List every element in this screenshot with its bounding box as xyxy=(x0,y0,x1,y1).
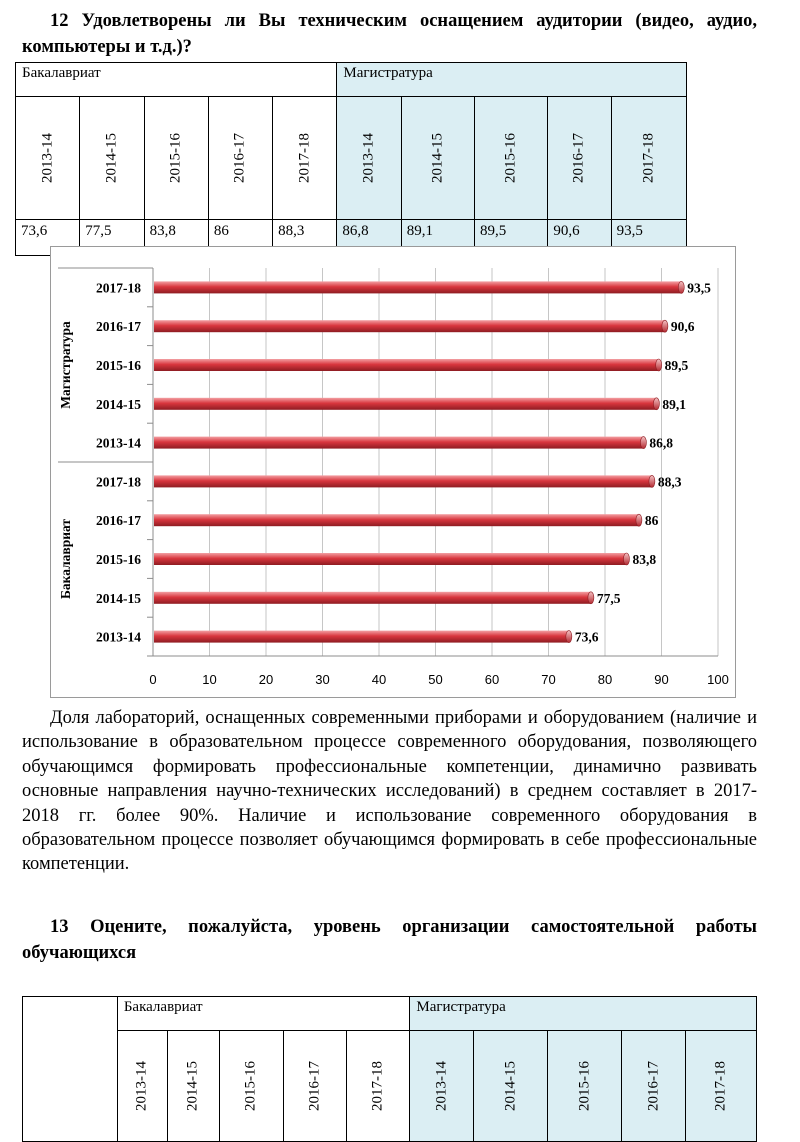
bar xyxy=(154,359,659,371)
year-header: 2013-14 xyxy=(410,1031,474,1142)
value-cell: 90,6 xyxy=(548,220,611,256)
group-header-master: Магистратура xyxy=(337,63,687,97)
category-label: 2015-16 xyxy=(96,358,141,373)
year-header: 2016-17 xyxy=(208,97,272,220)
value-cell: 73,6 xyxy=(16,220,80,256)
value-label: 89,5 xyxy=(664,358,689,373)
category-label: 2016-17 xyxy=(96,319,141,335)
row-label-cell xyxy=(23,997,118,1142)
year-header: 2014-15 xyxy=(401,97,474,220)
bar-cap xyxy=(623,553,629,565)
year-header: 2015-16 xyxy=(219,1031,283,1142)
category-label: 2014-15 xyxy=(96,590,141,606)
x-tick-label: 80 xyxy=(597,672,613,687)
bar-cap xyxy=(640,437,646,449)
year-header: 2015-16 xyxy=(475,97,548,220)
x-tick-label: 10 xyxy=(202,672,217,687)
year-header: 2013-14 xyxy=(117,1031,167,1142)
question-12-table xyxy=(15,62,687,256)
category-label: 2015-16 xyxy=(96,552,141,567)
bar xyxy=(154,475,652,487)
bar xyxy=(154,553,626,565)
group-header-master: Магистратура xyxy=(410,997,757,1031)
value-cell: 89,5 xyxy=(475,220,548,256)
category-label: 2013-14 xyxy=(96,629,141,645)
value-label: 89,1 xyxy=(662,396,687,412)
value-label: 90,6 xyxy=(670,319,695,335)
year-header: 2014-15 xyxy=(474,1031,548,1142)
bar-cap xyxy=(588,592,594,604)
bar-cap xyxy=(678,281,684,293)
bar xyxy=(154,320,665,332)
value-cell: 83,8 xyxy=(144,220,208,256)
category-label: 2016-17 xyxy=(96,513,141,529)
x-tick-label: 20 xyxy=(258,672,274,687)
x-tick-label: 50 xyxy=(428,672,443,687)
year-header: 2017-18 xyxy=(685,1031,756,1142)
year-header: 2013-14 xyxy=(337,97,401,220)
bar xyxy=(154,398,656,410)
bar-cap xyxy=(649,475,655,487)
value-label: 86 xyxy=(644,513,659,529)
year-header: 2017-18 xyxy=(273,97,337,220)
x-tick-label: 60 xyxy=(484,672,500,687)
value-label: 73,6 xyxy=(574,629,599,645)
year-header: 2015-16 xyxy=(144,97,208,220)
satisfaction-bar-chart xyxy=(50,246,736,698)
value-label: 86,8 xyxy=(649,435,674,451)
group-label: Магистратура xyxy=(58,321,73,409)
x-tick-label: 40 xyxy=(371,672,387,687)
year-header: 2013-14 xyxy=(16,97,80,220)
group-header-bachelor: Бакалавриат xyxy=(16,63,337,97)
value-cell: 93,5 xyxy=(611,220,686,256)
x-tick-label: 70 xyxy=(541,672,556,687)
question-12-title: 12 Удовлетворены ли Вы техническим оснащением аудитории (видео, аудио, компьютеры и т.д.)? xyxy=(22,11,757,57)
bar-cap xyxy=(656,359,662,371)
bar xyxy=(154,437,643,449)
bar xyxy=(154,514,639,526)
bar-cap xyxy=(653,398,659,410)
x-tick-label: 90 xyxy=(654,672,669,687)
year-header: 2017-18 xyxy=(611,97,686,220)
bar xyxy=(154,281,681,293)
year-header: 2015-16 xyxy=(548,1031,622,1142)
value-label: 93,5 xyxy=(687,280,711,296)
year-header: 2016-17 xyxy=(622,1031,686,1142)
group-label: Бакалавриат xyxy=(58,518,73,600)
question-13-title: 13 Оцените, пожалуйста, уровень организации самостоятельной работы обучающихся xyxy=(22,917,757,963)
x-tick-label: 0 xyxy=(149,672,157,687)
year-header: 2016-17 xyxy=(283,1031,347,1142)
year-header: 2014-15 xyxy=(167,1031,219,1142)
bar-cap xyxy=(662,320,668,332)
category-label: 2013-14 xyxy=(96,435,141,451)
bar xyxy=(154,592,591,604)
body-paragraph: Доля лабораторий, оснащенных современными приборами и оборудованием (наличие и использование в образовательном процессе современного оборудования, позволяющего обучающимся формировать профессиональные компетенции, динамично развивать основные направления научно-технических исследований) в среднем составляет в 2017-2018 гг. более 90%. Наличие и использование современного оборудования в образовательном процессе позволяет обучающимся формировать в себе профессиональные компетенции. xyxy=(22,708,757,875)
category-label: 2017-18 xyxy=(96,280,141,296)
bar xyxy=(154,631,569,643)
x-tick-label: 30 xyxy=(315,672,330,687)
group-header-bachelor: Бакалавриат xyxy=(117,997,410,1031)
x-tick-label: 100 xyxy=(707,672,729,687)
value-cell: 89,1 xyxy=(401,220,474,256)
year-header: 2017-18 xyxy=(347,1031,410,1142)
category-label: 2014-15 xyxy=(96,396,141,412)
value-cell: 86 xyxy=(208,220,272,256)
value-cell: 77,5 xyxy=(80,220,144,256)
value-cell: 88,3 xyxy=(273,220,337,256)
bar-cap xyxy=(566,631,572,643)
value-label: 88,3 xyxy=(657,474,682,490)
bar-cap xyxy=(636,514,642,526)
value-label: 77,5 xyxy=(596,590,621,606)
year-header: 2016-17 xyxy=(548,97,611,220)
value-cell: 86,8 xyxy=(337,220,401,256)
year-header: 2014-15 xyxy=(80,97,144,220)
value-label: 83,8 xyxy=(632,552,657,567)
category-label: 2017-18 xyxy=(96,474,141,490)
question-13-table xyxy=(22,996,757,1142)
